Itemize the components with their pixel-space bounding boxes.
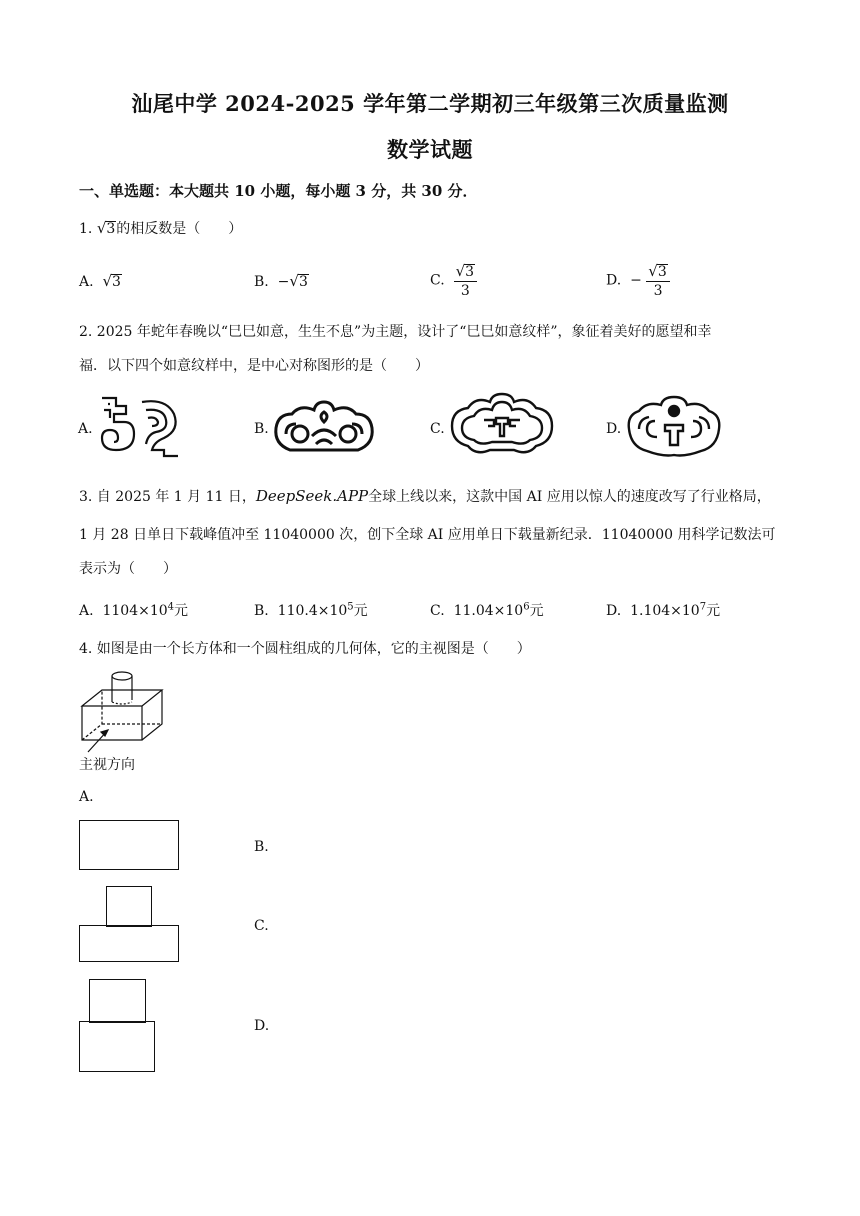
solid-figure-icon — [80, 668, 170, 754]
question-1: 1. √3的相反数是（ ） — [79, 219, 243, 237]
q2-option-c-label[interactable]: C. — [430, 421, 445, 437]
q1-option-c[interactable]: C. $\frac{√3}{3}$ — [430, 262, 477, 299]
ruyi-pattern-d-icon — [625, 393, 723, 461]
q4-option-b-figure-top — [106, 886, 152, 927]
q3-option-b[interactable]: B. $110.4\times 10^5$元 — [254, 601, 368, 619]
exam-title: 汕尾中学 2024-2025 学年第二学期初三年级第三次质量监测 — [131, 91, 729, 116]
q4-option-c-figure[interactable] — [79, 1021, 155, 1072]
q3-option-a[interactable]: A. $1104\times 10^4$元 — [79, 601, 189, 619]
section-heading: 一、单选题：本大题共 10 小题，每小题 3 分，共 30 分． — [79, 182, 478, 200]
q3-option-d[interactable]: D. $1.104\times 10^7$元 — [606, 601, 721, 619]
ruyi-pattern-a-icon — [92, 392, 184, 464]
q1-number: 1. — [79, 221, 93, 237]
q1-radicand: 3 — [106, 221, 116, 237]
exam-subtitle: 数学试题 — [387, 137, 473, 162]
q4-option-c-figure-top — [89, 979, 146, 1023]
q2-line-1: 2. 2025 年蛇年春晚以“巳巳如意，生生不息”为主题，设计了“巳巳如意纹样”，象征着美好的愿望和幸 — [79, 324, 712, 340]
q2-option-a-label[interactable]: A. — [78, 421, 93, 437]
q3-app-name: DeepSeek.APP — [255, 487, 369, 505]
q1-option-a[interactable]: A. √3 — [79, 272, 121, 290]
q4-stem: 4. 如图是由一个长方体和一个圆柱组成的几何体，它的主视图是（ ） — [79, 641, 531, 657]
q3-option-c[interactable]: C. $11.04\times 10^6$元 — [430, 601, 544, 619]
q1-stem: 的相反数是（ ） — [116, 221, 243, 237]
q4-option-a-label[interactable]: A. — [79, 789, 94, 805]
ruyi-pattern-c-icon — [448, 390, 556, 462]
ruyi-pattern-b-icon — [272, 396, 376, 460]
q3-line-2: 1 月 28 日单日下载峰值冲至 11040000 次，创下全球 AI 应用单日下载量新纪录．11040000 用科学记数法可 — [79, 527, 776, 543]
q1-option-d[interactable]: D. − $\frac{√3}{3}$ — [606, 262, 670, 299]
q1-option-b[interactable]: B. −√3 — [254, 272, 308, 290]
q3-line-3: 表示为（ ） — [79, 561, 177, 577]
q4-option-b-figure[interactable] — [79, 925, 179, 962]
view-direction-label: 主视方向 — [79, 757, 135, 773]
q4-option-c-label[interactable]: C. — [254, 918, 269, 934]
q4-option-b-label[interactable]: B. — [254, 839, 269, 855]
q4-option-a-figure[interactable] — [79, 820, 179, 870]
q3-line-1: 3. 自 2025 年 1 月 11 日，DeepSeek.APP全球上线以来，这款中国 AI 应用以惊人的速度改写了行业格局， — [79, 487, 771, 505]
q2-option-b-label[interactable]: B. — [254, 421, 269, 437]
q2-line-2: 福．以下四个如意纹样中，是中心对称图形的是（ ） — [79, 358, 429, 374]
q4-option-d-label[interactable]: D. — [254, 1018, 270, 1034]
q2-option-d-label[interactable]: D. — [606, 421, 622, 437]
